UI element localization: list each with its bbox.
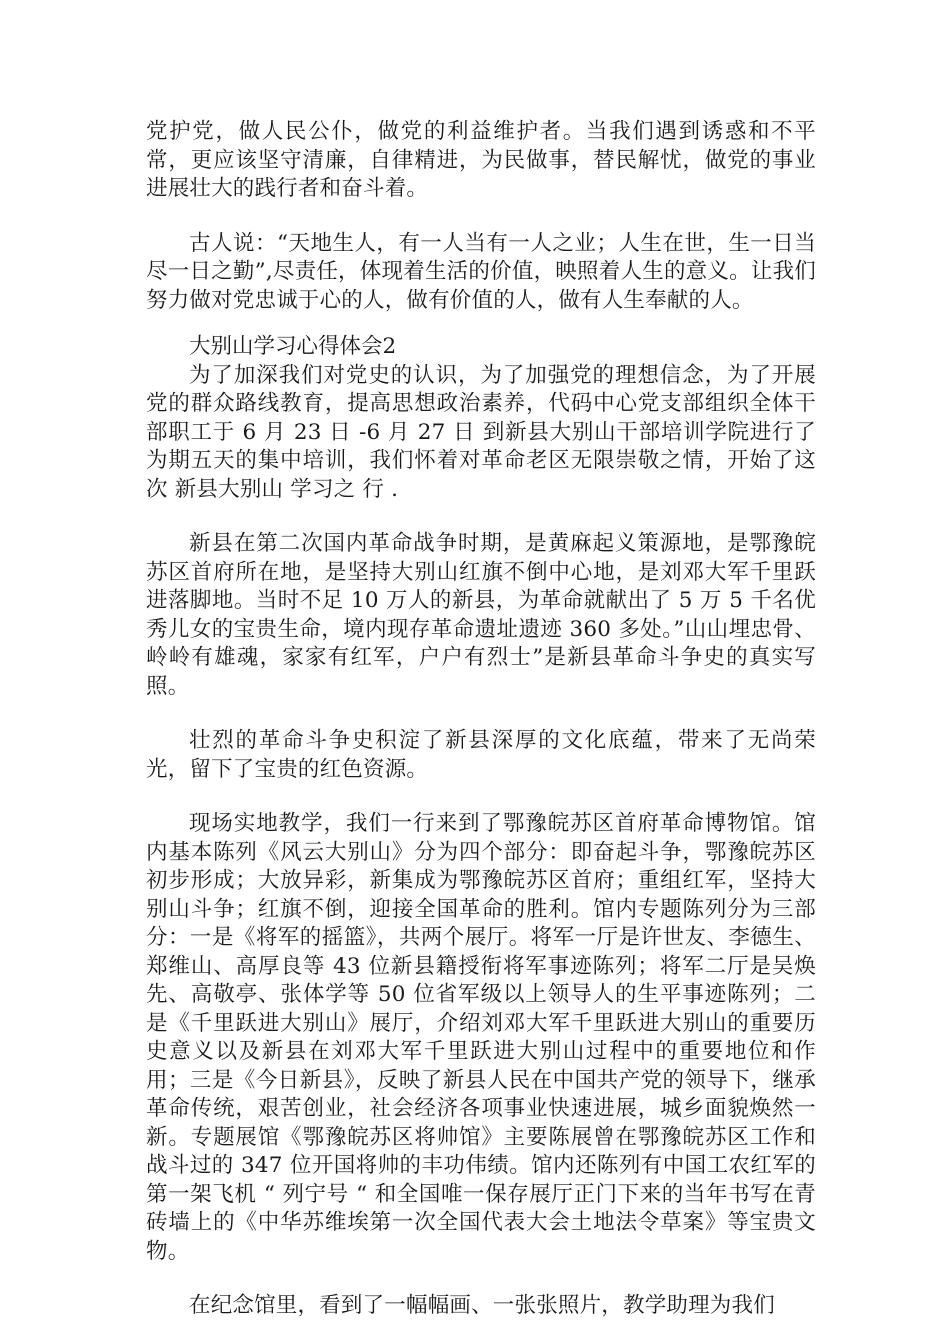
paragraph-1: 党护党，做人民公仆，做党的利益维护者。当我们遇到诱惑和不平常，更应该坚守清廉，自律精进，为民做事，替民解忧，做党的事业进展壮大的践行者和奋斗着。	[146, 119, 816, 201]
paragraph-gap	[146, 784, 816, 810]
paragraph-7: 在纪念馆里，看到了一幅幅画、一张张照片，教学助理为我们	[189, 1293, 775, 1318]
paragraph-4: 新县在第二次国内革命战争时期，是黄麻起义策源地，是鄂豫皖苏区首府所在地，是坚持大别山红旗不倒中心地，是刘邓大军千里跃进落脚地。当时不足 10 万人的新县，为革命就献出了 5 万 5 千名优秀儿女的宝贵生命，境内现存革命遗址遗迹 360 多处。”山山埋忠骨、岭岭有雄魂，家家有红军，户户有烈士”是新县革命斗争史的真实写照。	[146, 531, 816, 699]
paragraph-gap	[146, 701, 816, 727]
document-page	[146, 118, 816, 1321]
section-heading: 大别山学习心得体会2	[189, 334, 397, 359]
paragraph-3: 为了加深我们对党史的认识，为了加强党的理想信念，为了开展党的群众路线教育，提高思想政治素养，代码中心党支部组织全体干部职工于 6 月 23 日 -6 月 27 日 到新县大别山干部培训学院进行了为期五天的集中培训，我们怀着对革命老区无限崇敬之情，开始了这次 新县大别山 学习之 行 .	[146, 362, 816, 502]
paragraph-gap	[146, 1266, 816, 1292]
paragraph-gap	[146, 204, 816, 230]
paragraph-6: 现场实地教学，我们一行来到了鄂豫皖苏区首府革命博物馆。馆内基本陈列《风云大别山》分为四个部分：即奋起斗争，鄂豫皖苏区初步形成；大放异彩，新集成为鄂豫皖苏区首府；重组红军，坚持大别山斗争；红旗不倒，迎接全国革命的胜利。馆内专题陈列分为三部分：一是《将军的摇篮》，共两个展厅。将军一厅是许世友、李德生、郑维山、高厚良等 43 位新县籍授衔将军事迹陈列；将军二厅是吴焕先、高敬亭、张体学等 50 位省军级以上领导人的生平事迹陈列；二是《千里跃进大别山》展厅，介绍刘邓大军千里跃进大别山的重要历史意义以及新县在刘邓大军千里跃进大别山过程中的重要地位和作用；三是《今日新县》，反映了新县人民在中国共产党的领导下，继承革命传统，艰苦创业，社会经济各项事业快速进展，城乡面貌焕然一新。专题展馆《鄂豫皖苏区将帅馆》主要陈展曾在鄂豫皖苏区工作和战斗过的 347 位开国将帅的丰功伟绩。馆内还陈列有中国工农红军的第一架飞机 “ 列宁号 “ 和全国唯一保存展厅正门下来的当年书写在青砖墙上的《中华苏维埃第一次全国代表大会土地法令草案》等宝贵文物。	[146, 811, 816, 1264]
paragraph-5: 壮烈的革命斗争史积淀了新县深厚的文化底蕴，带来了无尚荣光，留下了宝贵的红色资源。	[146, 728, 816, 782]
paragraph-2: 古人说：“天地生人，有一人当有一人之业；人生在世，生一日当尽一日之勤”,尽责任，体现着生活的价值，映照着人生的意义。让我们努力做对党忠诚于心的人，做有价值的人，做有人生奉献的人。	[146, 230, 816, 313]
paragraph-gap	[146, 504, 816, 530]
